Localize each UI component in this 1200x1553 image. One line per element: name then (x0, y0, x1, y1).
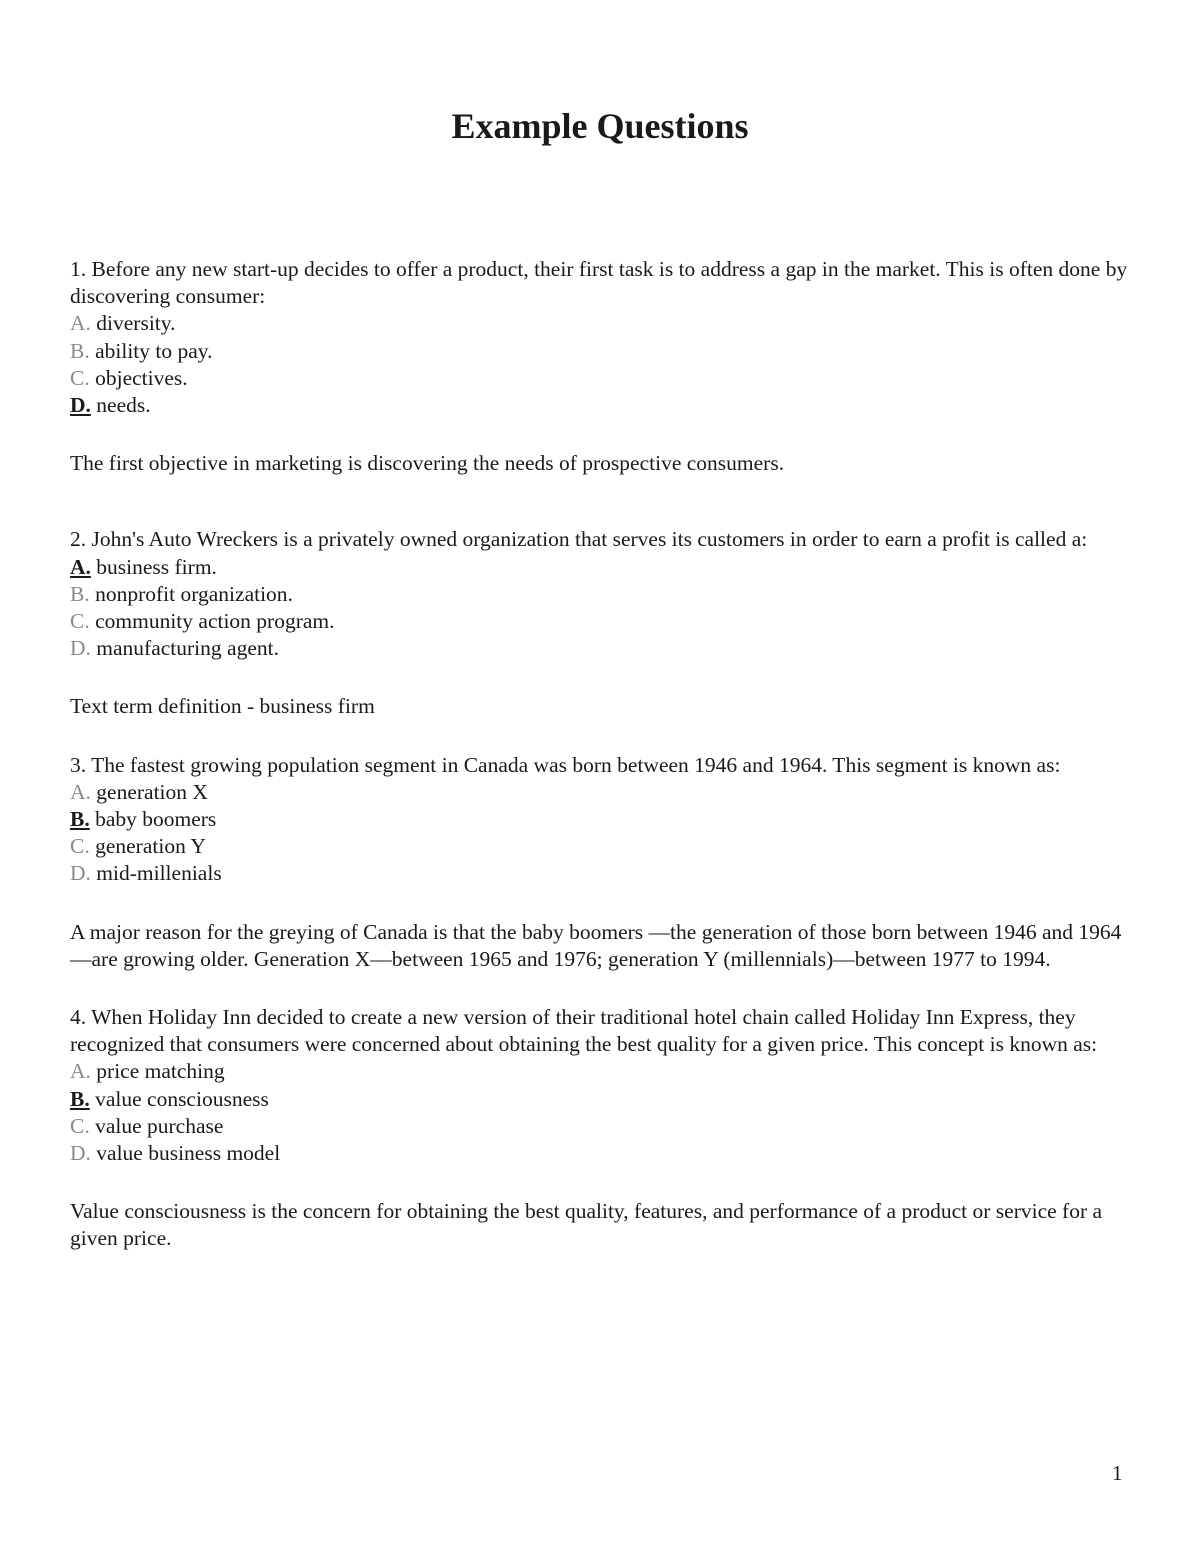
page-title: Example Questions (451, 106, 749, 146)
option-letter: B. (70, 581, 90, 606)
correct-option-letter: B. (70, 807, 90, 832)
option-text: generation X (96, 779, 208, 804)
question-stem: 3. The fastest growing population segment in Canada was born between 1946 and 1964. This segment is known as: (70, 752, 1061, 777)
option-text: diversity. (96, 311, 176, 336)
option-text: objectives. (95, 365, 188, 390)
answer-option (70, 365, 1135, 392)
option-text: mid-millenials (96, 861, 222, 886)
correct-option-letter: A. (70, 554, 91, 579)
question-block (70, 256, 1135, 477)
option-text: value consciousness (95, 1086, 269, 1111)
correct-answer-option (70, 392, 1135, 419)
option-text: baby boomers (95, 807, 217, 832)
option-text: ability to pay. (95, 338, 213, 363)
option-text: value purchase (95, 1113, 224, 1138)
option-letter: A. (70, 779, 91, 804)
question-block (70, 752, 1135, 973)
option-text: business firm. (96, 554, 217, 579)
answer-explanation: Text term definition - business firm (70, 694, 375, 719)
answer-option (70, 1140, 1135, 1167)
option-text: manufacturing agent. (96, 636, 279, 661)
answer-option (70, 338, 1135, 365)
option-letter: C. (70, 609, 90, 634)
question-list (70, 256, 1135, 1253)
option-letter: C. (70, 365, 90, 390)
question-block (70, 1004, 1135, 1253)
answer-option (70, 310, 1135, 337)
question-block (70, 526, 1135, 720)
option-letter: A. (70, 311, 91, 336)
correct-option-letter: D. (70, 393, 91, 418)
option-text: price matching (96, 1059, 225, 1084)
option-letter: D. (70, 861, 91, 886)
option-text: value business model (96, 1141, 281, 1166)
answer-explanation: A major reason for the greying of Canada is that the baby boomers —the generation of those born between 1946 and 1964—are growing older. Generation X—between 1965 and 1976; generation Y (millennials)—between 1977 to 1994. (70, 919, 1122, 971)
option-text: needs. (96, 393, 151, 418)
answer-explanation: The first objective in marketing is discovering the needs of prospective consumers. (70, 451, 785, 476)
correct-answer-option (70, 554, 1135, 581)
option-letter: D. (70, 1141, 91, 1166)
answer-option (70, 833, 1135, 860)
option-letter: C. (70, 1113, 90, 1138)
option-text: community action program. (95, 609, 335, 634)
option-letter: A. (70, 1059, 91, 1084)
page-number: 1 (1112, 1461, 1123, 1485)
question-stem: 4. When Holiday Inn decided to create a new version of their traditional hotel chain called Holiday Inn Express, they recognized that consumers were concerned about obtaining the best quality for a given price. This concept is known as: (70, 1005, 1098, 1057)
correct-option-letter: B. (70, 1086, 90, 1111)
question-stem: 1. Before any new start-up decides to offer a product, their first task is to address a gap in the market. This is often done by discovering consumer: (70, 257, 1128, 309)
correct-answer-option (70, 806, 1135, 833)
answer-option (70, 1058, 1135, 1085)
option-letter: C. (70, 834, 90, 859)
answer-option (70, 581, 1135, 608)
option-text: nonprofit organization. (95, 581, 293, 606)
correct-answer-option (70, 1086, 1135, 1113)
answer-option (70, 860, 1135, 887)
option-text: generation Y (95, 834, 206, 859)
answer-explanation: Value consciousness is the concern for obtaining the best quality, features, and performance of a product or service for a given price. (70, 1199, 1103, 1251)
question-stem: 2. John's Auto Wreckers is a privately owned organization that serves its customers in order to earn a profit is called a: (70, 527, 1088, 552)
option-letter: D. (70, 636, 91, 661)
answer-option (70, 635, 1135, 662)
answer-option (70, 779, 1135, 806)
answer-option (70, 1113, 1135, 1140)
answer-option (70, 608, 1135, 635)
option-letter: B. (70, 338, 90, 363)
